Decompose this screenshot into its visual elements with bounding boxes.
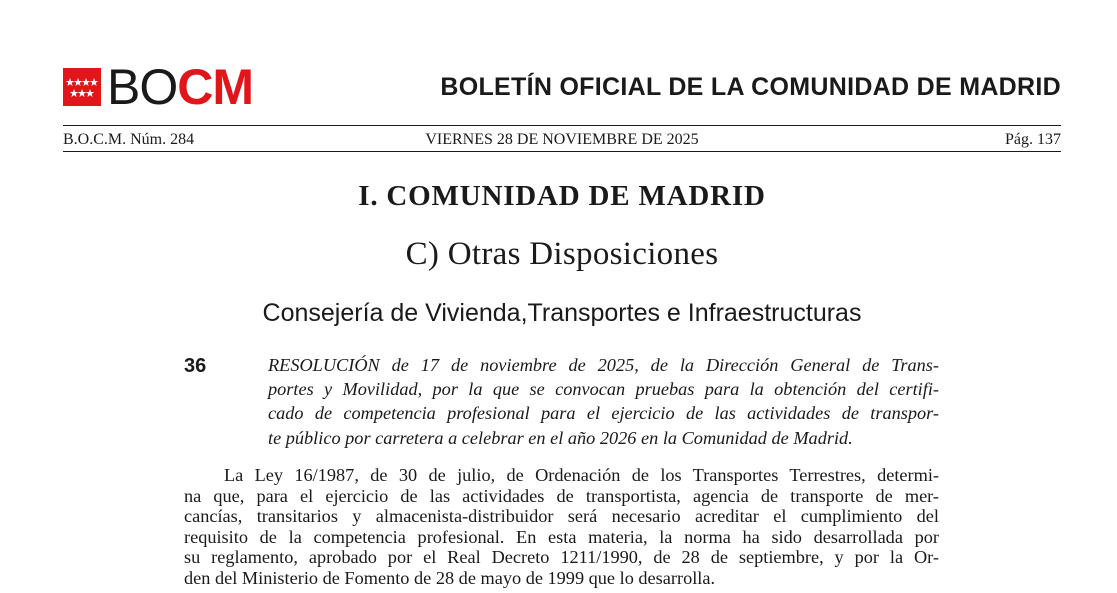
body-paragraph [184,465,939,588]
resolution-summary [268,353,939,450]
issue-bar [63,130,1061,150]
issue-date: VIERNES 28 DE NOVIEMBRE DE 2025 [425,131,699,148]
madrid-flag-icon [63,68,101,106]
stars-icon [63,68,101,106]
header-divider-bottom [63,151,1061,152]
logo-text-cm: CM [177,59,254,115]
issue-number: B.O.C.M. Núm. 284 [63,131,195,148]
resolution-line: RESOLUCIÓN de 17 de noviembre de 2025, de la Dirección General de Trans- [268,355,939,375]
resolution-line: te público por carretera a celebrar en el año 2026 en la Comunidad de Madrid. [268,427,853,448]
body-line: requisito de la competencia profesional. En esta materia, la norma ha sido desarrollada por [184,526,939,547]
masthead [63,59,1061,115]
body-line: cancías, transitarios y almacenista-distribuidor será necesario acreditar el cumplimiento del [184,506,939,526]
body-line: den del Ministerio de Fomento de 28 de mayo de 1999 que lo desarrolla. [184,567,716,588]
logo-wordmark [107,59,254,115]
logo-text-bo: BO [107,59,178,115]
entry-number: 36 [184,355,207,377]
body-line: La Ley 16/1987, de 30 de julio, de Ordenación de los Transportes Terrestres, determi- [224,465,939,485]
department-title: Consejería de Vivienda,Transportes e Infraestructuras [262,299,862,327]
body-line: su reglamento, aprobado por el Real Decreto 1211/1990, de 28 de septiembre, y por la Or- [184,547,939,567]
subsection-title: C) Otras Disposiciones [405,236,719,272]
header-divider-top [63,125,1061,126]
resolution-line: portes y Movilidad, por la que se convocan pruebas para la obtención del certifi- [268,379,939,400]
publication-title: BOLETÍN OFICIAL DE LA COMUNIDAD DE MADRID [440,73,1061,101]
page-number: Pág. 137 [1005,131,1061,148]
bocm-logo [63,59,254,115]
body-line: na que, para el ejercicio de las actividades de transportista, agencia de transporte de mer- [184,485,939,506]
resolution-line: cado de competencia profesional para el ejercicio de las actividades de transpor- [268,403,939,424]
section-title: I. COMUNIDAD DE MADRID [358,180,766,212]
